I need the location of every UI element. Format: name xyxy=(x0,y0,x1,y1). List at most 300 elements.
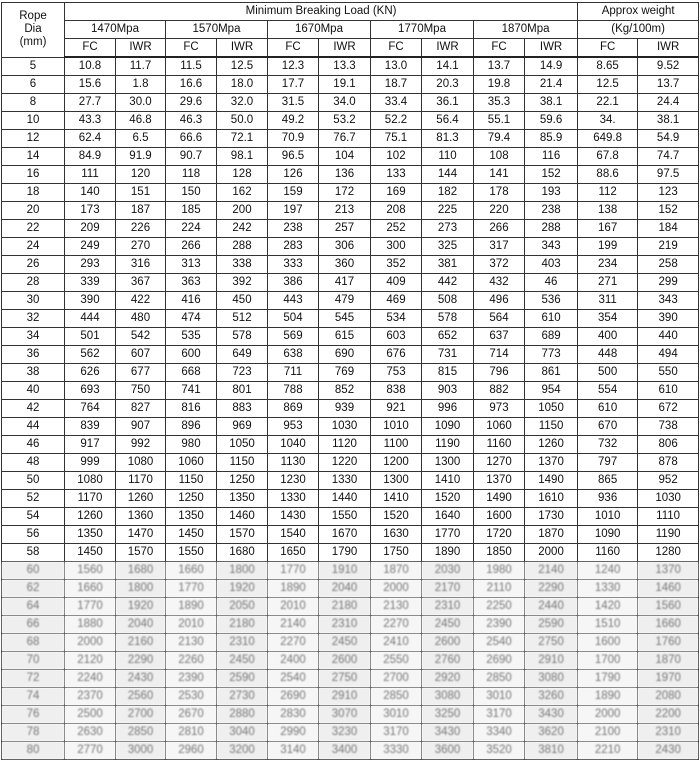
cell-rope-dia: 24 xyxy=(2,238,65,256)
cell-fc-1570: 150 xyxy=(166,184,217,202)
cell-fc-1570: 2530 xyxy=(166,688,217,706)
cell-iwr-1670: 1330 xyxy=(319,472,371,490)
cell-fc-1570: 2670 xyxy=(166,706,217,724)
cell-fc-1770: 102 xyxy=(371,148,422,166)
cell-fc-1870: 1720 xyxy=(474,526,525,544)
cell-iwr-1470: 2430 xyxy=(116,670,166,688)
cell-iwr-1670: 172 xyxy=(319,184,371,202)
cell-rope-dia: 40 xyxy=(2,382,65,400)
cell-fc-1570: 2010 xyxy=(166,616,217,634)
cell-iwr-1570: 2730 xyxy=(217,688,268,706)
rope-dia-label-line3: (mm) xyxy=(19,36,47,49)
approx-weight-header: Approx weight xyxy=(578,3,699,21)
cell-iwr-1470: 11.7 xyxy=(116,57,166,76)
cell-fc-1870: 432 xyxy=(474,274,525,292)
cell-iwr-1770: 36.1 xyxy=(422,94,474,112)
cell-weight-fc: 936 xyxy=(578,490,638,508)
cell-rope-dia: 54 xyxy=(2,508,65,526)
table-row xyxy=(2,688,699,706)
cell-weight-iwr: 440 xyxy=(638,328,699,346)
cell-weight-fc: 1600 xyxy=(578,634,638,652)
cell-fc-1670: 333 xyxy=(268,256,319,274)
table-row xyxy=(2,346,699,364)
cell-fc-1770: 838 xyxy=(371,382,422,400)
rope-dia-label-line1: Rope xyxy=(19,10,47,23)
cell-iwr-1770: 1190 xyxy=(422,436,474,454)
cell-rope-dia: 60 xyxy=(2,562,65,580)
cell-fc-1870: 3170 xyxy=(474,706,525,724)
cell-iwr-1470: 1680 xyxy=(116,562,166,580)
cell-fc-1670: 504 xyxy=(268,310,319,328)
cell-iwr-1470: 187 xyxy=(116,202,166,220)
cell-iwr-1770: 731 xyxy=(422,346,474,364)
rope-spec-sheet xyxy=(1,2,698,760)
cell-iwr-1670: 690 xyxy=(319,346,371,364)
cell-weight-iwr: 2080 xyxy=(638,688,699,706)
sub-fc-1870: FC xyxy=(474,39,525,58)
cell-iwr-1870: 2140 xyxy=(525,562,578,580)
cell-weight-fc: 2210 xyxy=(578,742,638,760)
cell-fc-1870: 2850 xyxy=(474,670,525,688)
cell-weight-fc: 554 xyxy=(578,382,638,400)
cell-fc-1570: 1060 xyxy=(166,454,217,472)
cell-fc-1470: 2000 xyxy=(65,634,116,652)
cell-iwr-1870: 1730 xyxy=(525,508,578,526)
table-body xyxy=(2,57,699,760)
cell-weight-fc: 1010 xyxy=(578,508,638,526)
cell-weight-fc: 311 xyxy=(578,292,638,310)
cell-iwr-1670: 1220 xyxy=(319,454,371,472)
cell-weight-iwr: 738 xyxy=(638,418,699,436)
cell-weight-fc: 1090 xyxy=(578,526,638,544)
cell-fc-1870: 637 xyxy=(474,328,525,346)
cell-fc-1670: 869 xyxy=(268,400,319,418)
cell-fc-1570: 2260 xyxy=(166,652,217,670)
cell-iwr-1470: 827 xyxy=(116,400,166,418)
cell-fc-1470: 693 xyxy=(65,382,116,400)
cell-iwr-1870: 861 xyxy=(525,364,578,382)
cell-weight-fc: 400 xyxy=(578,328,638,346)
cell-iwr-1870: 2000 xyxy=(525,544,578,562)
cell-fc-1570: 816 xyxy=(166,400,217,418)
cell-weight-fc: 8.65 xyxy=(578,57,638,76)
cell-iwr-1470: 677 xyxy=(116,364,166,382)
cell-rope-dia: 66 xyxy=(2,616,65,634)
cell-fc-1570: 363 xyxy=(166,274,217,292)
cell-iwr-1770: 508 xyxy=(422,292,474,310)
cell-iwr-1470: 542 xyxy=(116,328,166,346)
cell-fc-1770: 603 xyxy=(371,328,422,346)
grade-1870-header: 1870Mpa xyxy=(474,21,578,39)
cell-iwr-1770: 1300 xyxy=(422,454,474,472)
cell-iwr-1470: 1170 xyxy=(116,472,166,490)
cell-fc-1470: 1560 xyxy=(65,562,116,580)
cell-fc-1570: 224 xyxy=(166,220,217,238)
table-row xyxy=(2,238,699,256)
cell-fc-1770: 18.7 xyxy=(371,76,422,94)
cell-iwr-1770: 2920 xyxy=(422,670,474,688)
cell-iwr-1770: 2310 xyxy=(422,598,474,616)
cell-iwr-1870: 1610 xyxy=(525,490,578,508)
table-row xyxy=(2,112,699,130)
cell-iwr-1870: 1870 xyxy=(525,526,578,544)
cell-fc-1470: 1080 xyxy=(65,472,116,490)
cell-fc-1870: 882 xyxy=(474,382,525,400)
cell-fc-1770: 33.4 xyxy=(371,94,422,112)
cell-iwr-1770: 81.3 xyxy=(422,130,474,148)
cell-iwr-1570: 200 xyxy=(217,202,268,220)
cell-iwr-1570: 1460 xyxy=(217,508,268,526)
cell-fc-1670: 788 xyxy=(268,382,319,400)
cell-fc-1470: 626 xyxy=(65,364,116,382)
cell-fc-1670: 386 xyxy=(268,274,319,292)
cell-iwr-1670: 545 xyxy=(319,310,371,328)
cell-fc-1570: 90.7 xyxy=(166,148,217,166)
cell-fc-1670: 638 xyxy=(268,346,319,364)
cell-fc-1570: 2390 xyxy=(166,670,217,688)
cell-iwr-1670: 417 xyxy=(319,274,371,292)
cell-fc-1670: 953 xyxy=(268,418,319,436)
table-row xyxy=(2,382,699,400)
cell-fc-1670: 1770 xyxy=(268,562,319,580)
cell-weight-iwr: 1970 xyxy=(638,670,699,688)
cell-weight-fc: 1330 xyxy=(578,580,638,598)
cell-fc-1470: 2770 xyxy=(65,742,116,760)
cell-iwr-1670: 479 xyxy=(319,292,371,310)
cell-fc-1670: 2690 xyxy=(268,688,319,706)
cell-iwr-1470: 480 xyxy=(116,310,166,328)
cell-fc-1470: 27.7 xyxy=(65,94,116,112)
cell-rope-dia: 34 xyxy=(2,328,65,346)
cell-iwr-1470: 2850 xyxy=(116,724,166,742)
cell-rope-dia: 22 xyxy=(2,220,65,238)
cell-fc-1670: 31.5 xyxy=(268,94,319,112)
sub-iwr-1570: IWR xyxy=(217,39,268,58)
cell-fc-1870: 2110 xyxy=(474,580,525,598)
cell-iwr-1770: 110 xyxy=(422,148,474,166)
cell-iwr-1670: 306 xyxy=(319,238,371,256)
cell-iwr-1770: 578 xyxy=(422,310,474,328)
cell-weight-fc: 354 xyxy=(578,310,638,328)
cell-weight-fc: 199 xyxy=(578,238,638,256)
cell-fc-1870: 19.8 xyxy=(474,76,525,94)
cell-fc-1670: 2140 xyxy=(268,616,319,634)
cell-iwr-1870: 238 xyxy=(525,202,578,220)
cell-iwr-1870: 14.9 xyxy=(525,57,578,76)
cell-weight-iwr: 1190 xyxy=(638,526,699,544)
cell-iwr-1870: 288 xyxy=(525,220,578,238)
cell-fc-1770: 169 xyxy=(371,184,422,202)
cell-iwr-1470: 907 xyxy=(116,418,166,436)
cell-iwr-1570: 2310 xyxy=(217,634,268,652)
cell-iwr-1570: 2180 xyxy=(217,616,268,634)
cell-fc-1570: 46.3 xyxy=(166,112,217,130)
cell-iwr-1670: 136 xyxy=(319,166,371,184)
cell-iwr-1670: 76.7 xyxy=(319,130,371,148)
cell-fc-1570: 980 xyxy=(166,436,217,454)
cell-fc-1770: 753 xyxy=(371,364,422,382)
cell-iwr-1670: 2180 xyxy=(319,598,371,616)
cell-fc-1470: 84.9 xyxy=(65,148,116,166)
cell-fc-1670: 1230 xyxy=(268,472,319,490)
cell-fc-1470: 917 xyxy=(65,436,116,454)
cell-fc-1770: 3330 xyxy=(371,742,422,760)
cell-weight-fc: 2100 xyxy=(578,724,638,742)
cell-iwr-1570: 1680 xyxy=(217,544,268,562)
cell-weight-fc: 610 xyxy=(578,400,638,418)
cell-iwr-1670: 852 xyxy=(319,382,371,400)
cell-fc-1670: 126 xyxy=(268,166,319,184)
table-row xyxy=(2,526,699,544)
cell-iwr-1770: 2450 xyxy=(422,616,474,634)
cell-fc-1670: 2990 xyxy=(268,724,319,742)
cell-weight-iwr: 24.4 xyxy=(638,94,699,112)
cell-fc-1670: 2010 xyxy=(268,598,319,616)
cell-fc-1470: 1450 xyxy=(65,544,116,562)
cell-weight-fc: 12.5 xyxy=(578,76,638,94)
cell-iwr-1570: 969 xyxy=(217,418,268,436)
table-row xyxy=(2,616,699,634)
cell-fc-1470: 209 xyxy=(65,220,116,238)
cell-rope-dia: 56 xyxy=(2,526,65,544)
cell-fc-1870: 108 xyxy=(474,148,525,166)
cell-weight-fc: 138 xyxy=(578,202,638,220)
cell-fc-1870: 3340 xyxy=(474,724,525,742)
cell-iwr-1570: 2590 xyxy=(217,670,268,688)
cell-fc-1770: 469 xyxy=(371,292,422,310)
cell-iwr-1570: 162 xyxy=(217,184,268,202)
cell-iwr-1470: 422 xyxy=(116,292,166,310)
cell-iwr-1870: 1050 xyxy=(525,400,578,418)
cell-weight-fc: 1700 xyxy=(578,652,638,670)
cell-fc-1570: 896 xyxy=(166,418,217,436)
cell-weight-iwr: 550 xyxy=(638,364,699,382)
table-row xyxy=(2,598,699,616)
cell-iwr-1570: 578 xyxy=(217,328,268,346)
cell-fc-1670: 283 xyxy=(268,238,319,256)
cell-fc-1570: 1350 xyxy=(166,508,217,526)
cell-rope-dia: 36 xyxy=(2,346,65,364)
table-row xyxy=(2,418,699,436)
cell-fc-1870: 220 xyxy=(474,202,525,220)
cell-iwr-1670: 257 xyxy=(319,220,371,238)
cell-iwr-1670: 1670 xyxy=(319,526,371,544)
cell-iwr-1470: 6.5 xyxy=(116,130,166,148)
cell-rope-dia: 52 xyxy=(2,490,65,508)
cell-iwr-1470: 1080 xyxy=(116,454,166,472)
cell-fc-1570: 1450 xyxy=(166,526,217,544)
cell-iwr-1870: 536 xyxy=(525,292,578,310)
cell-fc-1770: 2130 xyxy=(371,598,422,616)
cell-iwr-1670: 3400 xyxy=(319,742,371,760)
breaking-load-header: Minimum Breaking Load (KN) xyxy=(65,3,578,21)
cell-fc-1770: 534 xyxy=(371,310,422,328)
cell-weight-iwr: 1870 xyxy=(638,652,699,670)
cell-iwr-1770: 273 xyxy=(422,220,474,238)
cell-fc-1470: 1260 xyxy=(65,508,116,526)
cell-fc-1770: 13.0 xyxy=(371,57,422,76)
table-row xyxy=(2,634,699,652)
cell-fc-1770: 252 xyxy=(371,220,422,238)
cell-fc-1770: 2410 xyxy=(371,634,422,652)
table-row xyxy=(2,670,699,688)
cell-iwr-1470: 1.8 xyxy=(116,76,166,94)
cell-iwr-1770: 996 xyxy=(422,400,474,418)
cell-weight-iwr: 13.7 xyxy=(638,76,699,94)
cell-iwr-1570: 512 xyxy=(217,310,268,328)
cell-fc-1870: 3010 xyxy=(474,688,525,706)
cell-fc-1570: 29.6 xyxy=(166,94,217,112)
cell-iwr-1470: 30.0 xyxy=(116,94,166,112)
cell-iwr-1770: 3250 xyxy=(422,706,474,724)
cell-fc-1870: 317 xyxy=(474,238,525,256)
cell-fc-1870: 564 xyxy=(474,310,525,328)
cell-fc-1570: 1550 xyxy=(166,544,217,562)
table-row xyxy=(2,57,699,76)
cell-rope-dia: 70 xyxy=(2,652,65,670)
cell-iwr-1570: 1250 xyxy=(217,472,268,490)
cell-fc-1870: 141 xyxy=(474,166,525,184)
rope-dia-header xyxy=(2,3,65,58)
cell-fc-1570: 1890 xyxy=(166,598,217,616)
cell-iwr-1770: 1410 xyxy=(422,472,474,490)
table-row xyxy=(2,436,699,454)
cell-fc-1570: 266 xyxy=(166,238,217,256)
cell-fc-1870: 1600 xyxy=(474,508,525,526)
cell-weight-iwr: 152 xyxy=(638,202,699,220)
table-row xyxy=(2,76,699,94)
cell-iwr-1670: 19.1 xyxy=(319,76,371,94)
cell-fc-1870: 1060 xyxy=(474,418,525,436)
cell-weight-fc: 167 xyxy=(578,220,638,238)
cell-weight-iwr: 74.7 xyxy=(638,148,699,166)
cell-fc-1770: 208 xyxy=(371,202,422,220)
cell-rope-dia: 26 xyxy=(2,256,65,274)
cell-fc-1570: 1150 xyxy=(166,472,217,490)
table-row xyxy=(2,562,699,580)
table-row xyxy=(2,130,699,148)
cell-fc-1770: 409 xyxy=(371,274,422,292)
cell-weight-fc: 1510 xyxy=(578,616,638,634)
cell-iwr-1470: 2290 xyxy=(116,652,166,670)
table-row xyxy=(2,472,699,490)
cell-fc-1870: 372 xyxy=(474,256,525,274)
cell-iwr-1670: 769 xyxy=(319,364,371,382)
grade-1470-header: 1470Mpa xyxy=(65,21,166,39)
cell-iwr-1470: 3000 xyxy=(116,742,166,760)
cell-fc-1470: 444 xyxy=(65,310,116,328)
cell-fc-1770: 1750 xyxy=(371,544,422,562)
cell-iwr-1770: 442 xyxy=(422,274,474,292)
cell-iwr-1470: 1800 xyxy=(116,580,166,598)
cell-fc-1470: 2500 xyxy=(65,706,116,724)
cell-iwr-1570: 72.1 xyxy=(217,130,268,148)
table-row xyxy=(2,166,699,184)
cell-iwr-1470: 2700 xyxy=(116,706,166,724)
cell-fc-1670: 1130 xyxy=(268,454,319,472)
cell-iwr-1670: 1790 xyxy=(319,544,371,562)
cell-iwr-1870: 2290 xyxy=(525,580,578,598)
cell-iwr-1870: 2750 xyxy=(525,634,578,652)
cell-weight-iwr: 878 xyxy=(638,454,699,472)
cell-iwr-1670: 213 xyxy=(319,202,371,220)
cell-weight-iwr: 1460 xyxy=(638,580,699,598)
cell-iwr-1870: 193 xyxy=(525,184,578,202)
cell-rope-dia: 46 xyxy=(2,436,65,454)
table-row xyxy=(2,706,699,724)
cell-iwr-1770: 652 xyxy=(422,328,474,346)
cell-fc-1470: 562 xyxy=(65,346,116,364)
table-row xyxy=(2,400,699,418)
cell-fc-1670: 1040 xyxy=(268,436,319,454)
cell-weight-fc: 34. xyxy=(578,112,638,130)
cell-iwr-1870: 2910 xyxy=(525,652,578,670)
cell-weight-iwr: 610 xyxy=(638,382,699,400)
table-row xyxy=(2,328,699,346)
cell-weight-fc: 67.8 xyxy=(578,148,638,166)
table-row xyxy=(2,742,699,760)
cell-iwr-1570: 723 xyxy=(217,364,268,382)
cell-fc-1670: 2270 xyxy=(268,634,319,652)
table-row xyxy=(2,220,699,238)
cell-fc-1870: 796 xyxy=(474,364,525,382)
sub-iwr-1870: IWR xyxy=(525,39,578,58)
cell-iwr-1570: 288 xyxy=(217,238,268,256)
cell-iwr-1670: 2450 xyxy=(319,634,371,652)
cell-iwr-1570: 338 xyxy=(217,256,268,274)
cell-fc-1670: 443 xyxy=(268,292,319,310)
cell-iwr-1570: 649 xyxy=(217,346,268,364)
cell-iwr-1670: 2910 xyxy=(319,688,371,706)
cell-iwr-1670: 3070 xyxy=(319,706,371,724)
cell-iwr-1470: 120 xyxy=(116,166,166,184)
rope-spec-table xyxy=(1,2,699,760)
cell-fc-1570: 1660 xyxy=(166,562,217,580)
cell-iwr-1770: 2170 xyxy=(422,580,474,598)
cell-iwr-1770: 14.1 xyxy=(422,57,474,76)
table-row xyxy=(2,292,699,310)
cell-fc-1670: 1430 xyxy=(268,508,319,526)
cell-fc-1570: 2810 xyxy=(166,724,217,742)
cell-fc-1770: 2700 xyxy=(371,670,422,688)
cell-weight-iwr: 299 xyxy=(638,274,699,292)
table-row xyxy=(2,724,699,742)
cell-weight-iwr: 2200 xyxy=(638,706,699,724)
cell-rope-dia: 32 xyxy=(2,310,65,328)
cell-rope-dia: 76 xyxy=(2,706,65,724)
cell-weight-fc: 88.6 xyxy=(578,166,638,184)
cell-fc-1770: 1410 xyxy=(371,490,422,508)
cell-iwr-1470: 750 xyxy=(116,382,166,400)
cell-rope-dia: 12 xyxy=(2,130,65,148)
cell-fc-1670: 1650 xyxy=(268,544,319,562)
cell-iwr-1570: 1920 xyxy=(217,580,268,598)
cell-iwr-1570: 50.0 xyxy=(217,112,268,130)
cell-iwr-1870: 3260 xyxy=(525,688,578,706)
cell-iwr-1870: 3620 xyxy=(525,724,578,742)
cell-fc-1870: 1490 xyxy=(474,490,525,508)
cell-iwr-1570: 128 xyxy=(217,166,268,184)
cell-weight-fc: 797 xyxy=(578,454,638,472)
cell-iwr-1570: 1570 xyxy=(217,526,268,544)
cell-fc-1770: 133 xyxy=(371,166,422,184)
cell-iwr-1570: 242 xyxy=(217,220,268,238)
cell-iwr-1870: 3810 xyxy=(525,742,578,760)
cell-weight-iwr: 2310 xyxy=(638,724,699,742)
cell-fc-1770: 2000 xyxy=(371,580,422,598)
cell-iwr-1570: 450 xyxy=(217,292,268,310)
cell-fc-1670: 1890 xyxy=(268,580,319,598)
